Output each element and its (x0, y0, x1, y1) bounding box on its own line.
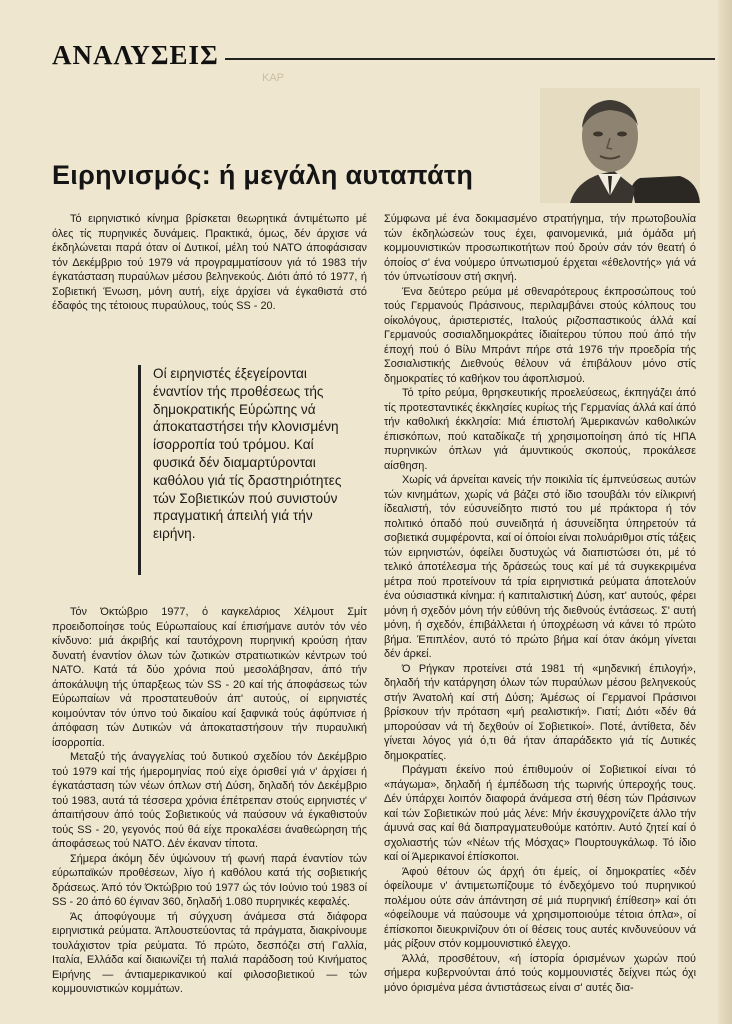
body-paragraph: Τόν Όκτώβριο 1977, ό καγκελάριος Χέλμουτ Σμίτ προειδοποίησε τούς Εύρωπαίους καί έπισήμανε αυτόν τόν νέο κίνδυνο: μιά άκριβής καί ταυτόχρονη πυρηνική κρούση ήταν δυνατή έναντίον όλων τών ζωτικών στρατιωτικών κέντρων τού ΝΑΤΟ. Κατά τά δύο χρόνια πού μεσολάβησαν, άπό τήν άποκάλυψη τής ύπαρξεως τών SS - 20 καί τής άποφάσεως τών Εύρωπαίων νά προστατευθούν άπ' αυτούς, οί ειρηνιστές κοιμούνταν τόν ύπνο τού δικαίου καί ξαφνικά τούς άφύπνισε ή άπόφαση τών Δυτικών νά άποκαταστήσουν τήν πυραυλική ίσορροπία. (52, 606, 367, 749)
body-paragraph: Ό Ρήγκαν προτείνει στά 1981 τή «μηδενική έπιλογή», δηλαδή τήν κατάργηση όλων τών πυραύλων μέσου βεληνεκούς στήν Άνατολή καί στή Δύση; Άμέσως οί Γερμανοί Πράσινοι βρίσκουν τήν πρόταση «μή ρεαλιστική». Γιατί; Διότι «δέν θά μπορούσαν νά τή δεχθούν οί Σοβιετικοί». Ποτέ, άντίθετα, δέν γίνεται λόγος γιά ό,τι θά ήταν άπαράδεκτο γιά τίς Δυτικές δημοκρατίες. (384, 662, 696, 762)
article-title: Ειρηνισμός: ή μεγάλη αυταπάτη (52, 160, 474, 190)
page-edge (718, 0, 732, 1024)
pull-quote: Οί ειρηνιστές έξεγείρονται έναντίον τής προθέσεως τής δημοκρατικής Εύρώπης νά άποκαταστήσει τήν κλονισμένη ίσορροπία τού τρόμου. Καί φυσικά δέν διαμαρτύρονται καθόλου γιά τίς δραστηριότητες τών Σοβιετικών πού συνιστούν πραγματική άπειλή γιά τήν ειρήνη. (138, 365, 349, 575)
body-paragraph: Ένα δεύτερο ρεύμα μέ σθεναρότερους έκπροσώπους τού τούς Γερμανούς Πράσινους, περιλαμβάνει στούς κόλπους του οίκολόγους, άριστεριστές, Ιταλούς ριζοσπαστικούς άλλά καί Γερμανούς σοσιαλδημοκράτες ίδιαίτερου τύπου πού άπό τήν έποχή πού ό Βίλυ Μπράντ πήρε στά 1976 τήν προεδρία τής Σοσιαλιστικής Διεθνούς θέλουν νά έπιβάλουν μόνο στίς δημοκρατίες τό καθήκον του άφοπλισμού. (384, 285, 696, 385)
body-paragraph: Πράγματι έκείνο πού έπιθυμούν οί Σοβιετικοί είναι τό «πάγωμα», δηλαδή ή έμπέδωση τής τωρινής ύπεροχής τους. Δέν ύπάρχει λοιπόν διαφορά άνάμεσα στή θέση τών Πράσινων καί τών Σοβιετικών πού μάς λένε: Μήν έκσυγχρονίζετε άλλο τήν άμυνά σας καί θά διαπραγματευθούμε κατόπιν. Αυτό ζητεί καί ό σχολιαστής τών «Νέων τής Μόσχας» Πουρτουγκάλωφ. Τό ίδιο καί οί Άμερικανοί έπίσκοποι. (384, 764, 696, 863)
lead-paragraph (52, 212, 367, 312)
lead-text: Τό ειρηνιστικό κίνημα βρίσκεται θεωρητικά άντιμέτωπο μέ όλες τίς πυρηνικές δυνάμεις. Πρακτικά, όμως, δέν άρχισε νά έκδηλώνεται παρά όταν οί Δυτικοί, μέλη τού ΝΑΤΟ άποφάσισαν τόν Δεκέμβριο τού 1979 νά προγραμματίσουν γιά τό 1983 τήν έγκατάσταση πυραύλων μέσου βεληνεκούς. Διότι άπό τό 1977, ή Σοβιετική Ένωση, μόνη αυτή, είχε άρχίσει νά έγκαθιστά στό έδαφός της τέτοιους πυραύλους, τούς SS - 20. (52, 213, 367, 312)
body-paragraph: Σύμφωνα μέ ένα δοκιμασμένο στρατήγημα, τήν πρωτοβουλία τών έκδηλώσεών τους έχει, φαινομενικά, μιά όμάδα μή κομμουνιστικών προσωπικοτήτων πού δρούν σάν τόν θεατή ό όποίος σ' ένα νούμερο ύπνωτισμού έρχεται «έθελοντής» γιά νά τόν ύπνωτίσουν στή σκηνή. (384, 213, 696, 283)
body-paragraph: Άλλά, προσθέτουν, «ή ίστορία όρισμένων χωρών πού σήμερα κυβερνούνται άπό τούς κομμουνιστές δείχνει πώς όχι μόνο όρισμένα μέσα άντιστάσεως είναι σ' αυτές δια- (384, 952, 696, 994)
bleed-through-text: ΚΑΡ (262, 72, 285, 84)
left-column (52, 605, 367, 1017)
section-rule (225, 58, 715, 60)
right-column (384, 212, 696, 1018)
portrait-image (540, 88, 700, 203)
body-paragraph: Σήμερα άκόμη δέν ύψώνουν τή φωνή παρά έναντίον τών εύρωπαϊκών προθέσεων, λίγο ή καθόλου κατά τής σοβιετικής δράσεως. Άπό τόν Όκτώβριο τού 1977 ώς τόν Ιούνιο τού 1983 οί SS - 20 άπό 60 έγιναν 360, δηλαδή 1.080 πυρηνικές κεφαλές. (52, 852, 367, 908)
section-header: ΑΝΑΛΥΣΕΙΣ (52, 40, 219, 70)
author-photo (540, 88, 700, 203)
body-paragraph: Τό τρίτο ρεύμα, θρησκευτικής προελεύσεως, έκπηγάζει άπό τίς προτεσταντικές έκκλησίες κυρίως τής Γερμανίας άλλά καί άπό τήν καθολική έκκλησία: Μιά έπιστολή Άμερικανών καθολικών έπισκόπων, πού καταδίκαζε τή χρησιμοποίηση άπό τίς ΗΠΑ πυρηνικών όπλων γιά άμυντικούς σκοπούς, προκάλεσε αίσθηση. (384, 387, 696, 472)
body-paragraph: Χωρίς νά άρνείται κανείς τήν ποικιλία τίς έμπνεύσεως αυτών τών κινημάτων, χωρίς νά βάζει στό ίδιο τσουβάλι τόν είλικρινή ίδεαλιστή, τόν εύσυνείδητο πιστό του μέ πράκτορα ή τόν πολιτικό όπαδό πού συνειδητά ή άσυνείδητα ύπηρετούν τά σοβιετικά συμφέροντα, καί οί όποίοι είναι πολυάριθμοι στίς τάξεις τών ειρηνιστών, όφείλει δυστυχώς νά διαπιστώσει ότι, μέ τό τελικό άποτέλεσμα τής δράσεώς τους καί μέ τά συγκεκριμένα μέτρα πού προτείνουν τά τρία ειρηνιστικά ρεύματα άποτελούν ένα ούσιαστικά κίνημα: ή καπιταλιστική Δύση, κατ' αυτούς, φέρει μόνη ή σχεδόν μόνη τήν εύθύνη τής διεθνούς έντάσεως. Σ' αυτή μόνη, ή σχεδόν, έπιβάλλεται ή ύποχρέωση νά κάνει τό πρώτο βήμα. Έπιπλέον, αυτό τό πρώτο βήμα καί όταν άκόμη γίνεται δέν άρκεί. (384, 474, 696, 660)
body-paragraph: Άφού θέτουν ώς άρχή ότι έμείς, οί δημοκρατίες «δέν όφείλουμε ν' άντιμετωπίζουμε τό ένδεχόμενο τού πυρηνικού πολέμου ούτε σάν άπάντηση σέ μιά πυρηνική έπίθεση» καί ότι «όφείλουμε νά παύσουμε νά χρησιμοποιούμε τέτοια όπλα», οί έπίσκοποι διευκρινίζουν ότι οί θέσεις τους αυτές κινδυνεύουν νά μάς ρίξουν στόν κομμουνιστικό έλεγχο. (384, 865, 696, 950)
body-paragraph: Μεταξύ τής άναγγελίας τού δυτικού σχεδίου τόν Δεκέμβριο τού 1979 καί τής ήμερομηνίας πού είχε όρισθεί γιά ν' άρχίσει ή έγκατάσταση τών νέων όπλων στή Δύση, δηλαδή τόν Δεκέμβριο τού 1983, αυτά τά τέσσερα χρόνια έπέτρεπαν στούς ειρηνιστές ν' άπαιτήσουν άπό τούς Σοβιετικούς νά παύσουν νά έγκαθιστούν τούς SS - 20, γεγονός πού θά είχε προκαλέσει άναθεώρηση τής άποφάσεως τού ΝΑΤΟ. Δέν έκαναν τίποτα. (52, 751, 367, 850)
body-paragraph: Άς άποφύγουμε τή σύγχυση άνάμεσα στά διάφορα ειρηνιστικά ρεύματα. Άπλουστεύοντας τά πράγματα, διακρίνουμε τουλάχιστον τρία ρεύματα. Τό πρώτο, δεσπόζει στή Γαλλία, Ιταλία, Ελλάδα καί διαιωνίζει τή παλιά παράδοση τού Κινήματος Ειρήνης — άντιαμερικανικού καί φιλοσοβιετικού — τών κομμουνιστικών κομμάτων. (52, 910, 367, 995)
